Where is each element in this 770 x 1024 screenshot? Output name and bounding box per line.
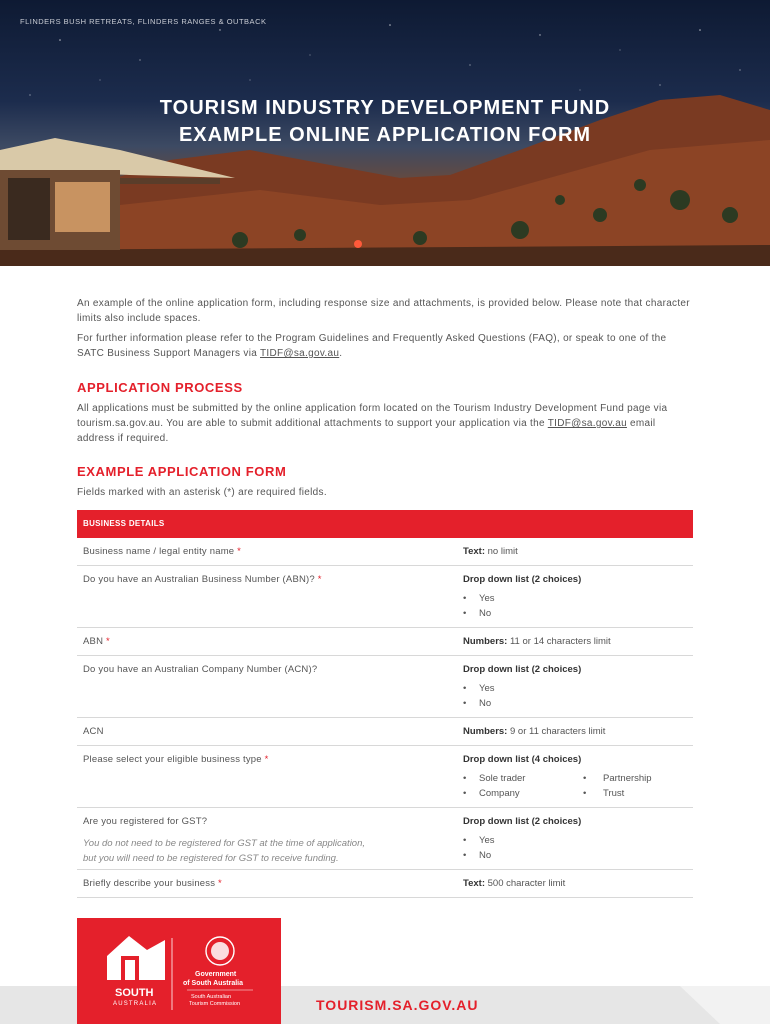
logo-south-text: SOUTH (115, 987, 154, 999)
commission-line-2: Tourism Commission (189, 1001, 241, 1007)
option-item: • Yes (463, 681, 495, 696)
answer-type: Drop down list (2 choices) (463, 664, 582, 675)
table-row (77, 870, 693, 898)
business-details-table (77, 510, 693, 898)
answer-type: Drop down list (4 choices) (463, 754, 582, 765)
intro-section (77, 296, 693, 361)
question-label: ABN * (83, 636, 110, 647)
option-item: • Company (463, 786, 525, 801)
process-text-end: email address if required. (77, 418, 656, 444)
table-row (77, 718, 693, 746)
footer-accent-shape (520, 986, 770, 1024)
tourism-website-link[interactable]: TOURISM.SA.GOV.AU (316, 997, 479, 1013)
table-row (77, 538, 693, 566)
gov-line-1: Government (195, 971, 237, 978)
answer-type: Drop down list (2 choices) (463, 574, 582, 585)
table-row (77, 746, 693, 808)
option-item: • No (463, 848, 495, 863)
question-label: Business name / legal entity name * (83, 546, 242, 557)
intro-paragraph-2 (77, 331, 693, 361)
page-title-line1: TOURISM INDUSTRY DEVELOPMENT FUND (159, 97, 611, 119)
email-link[interactable]: TIDF@sa.gov.au (547, 418, 627, 429)
option-item: • No (463, 696, 495, 711)
south-australia-logo (77, 918, 281, 1024)
question-label: Do you have an Australian Business Number (ABN)? * (83, 574, 322, 585)
required-fields-note: Fields marked with an asterisk (*) are required fields. (77, 487, 327, 498)
option-item: • Yes (463, 591, 495, 606)
answer-type: Text: 500 character limit (463, 878, 566, 889)
option-item: • Partnership (583, 771, 652, 786)
commission-line-1: South Australian (191, 994, 232, 1000)
answer-type: Drop down list (2 choices) (463, 816, 582, 827)
answer-type: Numbers: 11 or 14 characters limit (463, 636, 611, 647)
option-item: • Trust (583, 786, 652, 801)
email-link[interactable]: TIDF@sa.gov.au (260, 348, 340, 359)
answer-options-column-2 (583, 771, 652, 801)
question-label: Please select your eligible business type * (83, 754, 269, 765)
page-title-line2: EXAMPLE ONLINE APPLICATION FORM (178, 124, 592, 146)
example-form-heading: EXAMPLE APPLICATION FORM (77, 464, 287, 479)
photo-caption: FLINDERS BUSH RETREATS, FLINDERS RANGES & OUTBACK (20, 17, 267, 26)
application-process-section (77, 380, 693, 446)
question-label: ACN (83, 726, 104, 737)
option-item: • Sole trader (463, 771, 525, 786)
intro-paragraph-1: An example of the online application form, including response size and attachments, is provided below. Please note that character limits also include spaces. (77, 298, 690, 324)
application-process-text (77, 401, 693, 446)
hero-banner (0, 0, 770, 266)
application-process-heading: APPLICATION PROCESS (77, 380, 243, 395)
intro-text-end: . (339, 348, 343, 359)
answer-options (463, 771, 525, 801)
table-row (77, 808, 693, 870)
answer-type: Text: no limit (463, 546, 518, 557)
table-row (77, 628, 693, 656)
answer-options (463, 591, 495, 621)
intro-text: For further information please refer to the Program Guidelines and Frequently Asked Questions (FAQ), or speak to one of the SATC Business Support Managers via (77, 333, 667, 359)
government-logo-block (77, 918, 281, 1024)
table-row (77, 656, 693, 718)
question-hint: You do not need to be registered for GST at the time of application, but you will need to be registered for GST to receive funding. (83, 838, 366, 864)
option-item: • Yes (463, 833, 495, 848)
logo-australia-text: AUSTRALIA (113, 1001, 158, 1007)
question-label: Are you registered for GST? (83, 816, 208, 827)
answer-options (463, 833, 495, 863)
table-header: BUSINESS DETAILS (77, 510, 693, 538)
option-item: • No (463, 606, 495, 621)
answer-type: Numbers: 9 or 11 characters limit (463, 726, 606, 737)
gov-line-2: of South Australia (183, 980, 244, 987)
question-label: Briefly describe your business * (83, 878, 222, 889)
example-form-section (77, 464, 693, 500)
answer-options (463, 681, 495, 711)
question-label: Do you have an Australian Company Number (ACN)? (83, 664, 318, 675)
process-text: All applications must be submitted by the online application form located on the Tourism Industry Development Fund page via tourism.sa.gov.au. You are able to submit additional attachments to support your application via the (77, 403, 668, 429)
table-row (77, 566, 693, 628)
